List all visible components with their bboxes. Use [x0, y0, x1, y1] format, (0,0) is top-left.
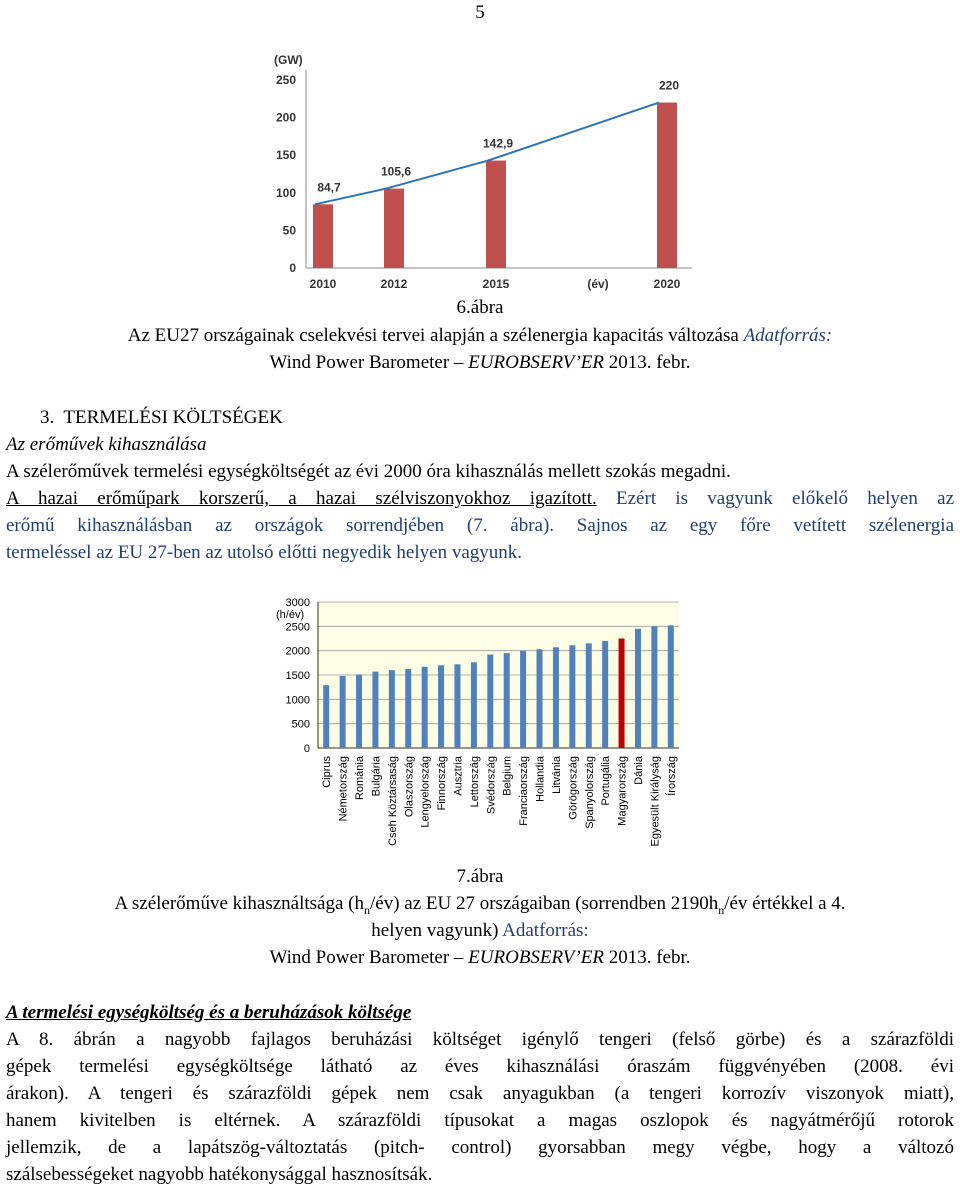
figure7-source-date: 2013. febr.	[608, 947, 691, 968]
x-axis-label: (év)	[587, 277, 609, 291]
bar	[405, 669, 411, 748]
bar	[537, 649, 543, 748]
bar	[657, 103, 677, 268]
y-tick-label: 250	[275, 73, 296, 87]
page-number: 5	[475, 2, 485, 23]
x-tick-label: 2010	[309, 277, 337, 291]
figure7-sub-2: n	[718, 902, 725, 917]
y-tick-label: 1500	[285, 670, 310, 682]
y-axis-label: (GW)	[274, 53, 303, 67]
x-tick-label: Franciaország	[518, 756, 531, 826]
y-axis-label: (h/év)	[276, 609, 305, 621]
figure6-source-em: – EUROBSERV’ER	[453, 352, 604, 373]
x-tick-label: Bulgária	[370, 756, 383, 797]
x-tick-label: Románia	[354, 756, 367, 801]
y-tick-label: 2000	[285, 645, 310, 658]
bar	[384, 189, 404, 268]
y-tick-label: 1000	[285, 694, 310, 707]
section-paragraph-2-line-2-a: erőmű kihasználásban az országok sorrendjében (7. ábra).	[6, 515, 555, 536]
x-tick-label: 2012	[380, 277, 408, 291]
x-tick-label: Egyesült Királyság	[649, 756, 662, 847]
section-heading-title: TERMELÉSI KÖLTSÉGEK	[63, 407, 283, 428]
section-paragraph-2-line-3: termeléssel az EU 27-ben az utolsó előtti negyedik helyen vagyunk.	[6, 542, 523, 563]
figure7-caption-c: /év értékkel a 4.	[724, 893, 846, 914]
x-tick-label: Lettország	[468, 756, 481, 808]
bar	[553, 647, 559, 748]
y-tick-label: 100	[275, 185, 296, 200]
bar	[586, 643, 592, 748]
x-tick-label: Lengyelország	[419, 756, 432, 828]
bar	[635, 629, 641, 748]
bar	[520, 651, 526, 748]
section2-line-4: hanem kivitelben is eltérnek. A szárazföldi típusokat a magas oszlopok és nagyátmérőjű rotorok	[6, 1110, 954, 1131]
figure6-source-label: Adatforrás:	[743, 325, 833, 346]
bar	[372, 672, 378, 748]
y-tick-label: 0	[289, 261, 296, 275]
bar	[313, 204, 333, 268]
figure7-label: 7.ábra	[456, 866, 504, 887]
x-tick-label: Németország	[337, 756, 350, 822]
figure7-source-pre: Wind Power Barometer	[269, 947, 450, 968]
section-subheading: Az erőművek kihasználása	[6, 434, 207, 455]
section-paragraph-2-underlined: A hazai erőműpark korszerű, a hazai szélviszonyokhoz igazított.	[6, 488, 597, 509]
figure7-source	[0, 944, 960, 971]
x-tick-label: 2020	[653, 277, 681, 291]
bar	[340, 676, 346, 748]
figure7-caption-line2-text: helyen vagyunk)	[371, 920, 499, 941]
y-tick-label: 3000	[285, 597, 310, 609]
bar	[471, 662, 477, 748]
x-tick-label: Olaszország	[403, 756, 416, 818]
bar	[651, 626, 657, 748]
y-tick-label: 2500	[285, 621, 310, 634]
x-tick-label: Ciprus	[321, 756, 334, 788]
data-label: 220	[658, 78, 680, 93]
bar	[619, 639, 625, 749]
figure7-caption-a: A szélerőműve kihasználtsága (h	[114, 893, 364, 914]
bar	[454, 664, 460, 748]
x-tick-label: Magyarország	[616, 756, 629, 826]
bar	[569, 645, 575, 748]
figure7-source-em: – EUROBSERV’ER	[453, 947, 604, 968]
x-tick-label: Spanyolország	[583, 756, 596, 829]
figure6-caption-lead: Az EU27 országainak cselekvési tervei alapján a szélenergia kapacitás változása	[127, 325, 739, 346]
capacity-chart	[262, 42, 702, 300]
bar	[438, 665, 444, 748]
section-paragraph-2-line-1	[6, 485, 954, 512]
y-tick-label: 150	[275, 148, 296, 163]
y-tick-label: 200	[275, 110, 296, 125]
section2-line-5: jellemzik, de a lapátszög-változtatás (pitch- control) gyorsabban megy végbe, hogy a változó	[6, 1137, 954, 1158]
x-tick-label: Cseh Köztársaság	[386, 756, 399, 846]
figure7-sub-1: n	[364, 902, 370, 917]
figure6-source	[0, 349, 960, 376]
x-tick-label: Portugália	[600, 756, 613, 806]
data-label: 105,6	[380, 164, 412, 179]
y-tick-label: 0	[303, 743, 310, 755]
section-paragraph-1: A szélerőművek termelési egységköltségét az évi 2000 óra kihasználás mellett szokás megadni.	[6, 461, 731, 482]
section-heading-number: 3.	[40, 407, 55, 428]
section2-line-2: gépek termelési egységköltsége látható az éves kihasználási óraszám függvényében (2008. évi	[6, 1056, 954, 1077]
section-paragraph-2-line-2-b: Sajnos az egy főre vetített szélenergia	[576, 515, 955, 536]
data-label: 142,9	[482, 136, 514, 151]
x-tick-label: Litvánia	[550, 756, 563, 794]
figure7-source-label: Adatforrás:	[502, 920, 589, 941]
bar	[323, 685, 329, 748]
data-label: 84,7	[317, 180, 341, 195]
section-heading	[40, 404, 283, 431]
section2-line-1: A 8. ábrán a nagyobb fajlagos beruházási költséget igénylő tengeri (felső görbe) és a szárazföldi	[6, 1029, 954, 1050]
figure6-label: 6.ábra	[456, 297, 504, 318]
x-tick-label: 2015	[482, 277, 510, 291]
x-tick-label: Írország	[665, 756, 678, 796]
bar	[487, 655, 493, 748]
section2-line-6: szálsebességeket nagyobb hatékonysággal hasznosítsák.	[6, 1164, 433, 1185]
x-tick-label: Görögország	[567, 756, 580, 820]
bar	[504, 653, 510, 748]
bar	[486, 161, 506, 268]
figure7-caption-line2	[0, 917, 960, 944]
bar	[602, 641, 608, 748]
figure6-source-pre: Wind Power Barometer	[269, 352, 450, 373]
bar	[422, 667, 428, 748]
section-paragraph-2-rest: Ezért is vagyunk előkelő helyen az	[616, 488, 954, 509]
x-tick-label: Dánia	[632, 756, 645, 785]
x-tick-label: Hollandia	[534, 756, 547, 802]
x-tick-label: Svédország	[485, 756, 498, 815]
bar	[389, 670, 395, 748]
figure7-caption-b: /év) az EU 27 országaiban (sorrendben 2190h	[370, 893, 719, 914]
bar	[356, 675, 362, 748]
section2-line-3: árakon). A tengeri és szárazföldi gépek nem csak anyagukban (a tengeri korrozív viszonyok miatt),	[6, 1083, 954, 1104]
figure6-caption	[24, 322, 936, 349]
section2-subheading: A termelési egységköltség és a beruházások költsége	[6, 1002, 412, 1023]
section-paragraph-2-line-2	[6, 512, 954, 539]
x-tick-label: Ausztria	[452, 756, 465, 796]
y-tick-label: 500	[291, 718, 310, 731]
x-tick-label: Belgium	[501, 756, 514, 796]
y-tick-label: 50	[282, 223, 296, 238]
utilization-chart	[262, 590, 692, 862]
bar	[668, 625, 674, 748]
figure6-source-date: 2013. febr.	[608, 352, 691, 373]
x-tick-label: Finnország	[436, 756, 449, 811]
